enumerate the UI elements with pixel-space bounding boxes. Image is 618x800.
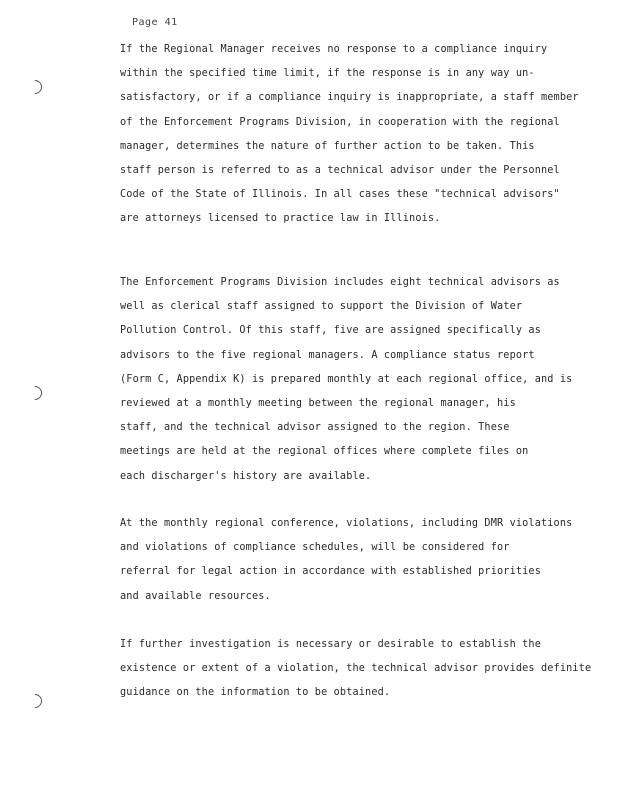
text-line: are attorneys licensed to practice law in Illinois.	[120, 213, 441, 225]
text-line: within the specified time limit, if the response is in any way un-	[120, 68, 535, 80]
text-line: guidance on the information to be obtained.	[120, 687, 391, 699]
paragraph-enforcement-division-staff	[120, 271, 590, 489]
text-line: and available resources.	[120, 590, 271, 602]
binder-hole-mark-top	[25, 77, 45, 97]
binder-hole-mark-bottom	[25, 691, 45, 711]
text-line: At the monthly regional conference, violations, including DMR violations	[120, 518, 573, 529]
binder-hole-mark-middle	[25, 383, 45, 403]
text-line: meetings are held at the regional offices where complete files on	[120, 446, 529, 458]
text-line: satisfactory, or if a compliance inquiry is inappropriate, a staff member	[120, 92, 579, 104]
text-line: each discharger's history are available.	[120, 470, 372, 482]
text-line: The Enforcement Programs Division includes eight technical advisors as	[120, 277, 560, 288]
text-line: of the Enforcement Programs Division, in cooperation with the regional	[120, 116, 560, 128]
text-line: staff person is referred to as a technical advisor under the Personnel	[120, 165, 560, 177]
page-number: Page 41	[132, 17, 178, 28]
text-line: manager, determines the nature of further action to be taken. This	[120, 140, 535, 152]
text-line: referral for legal action in accordance with established priorities	[120, 566, 541, 578]
text-line: Pollution Control. Of this staff, five are assigned specifically as	[120, 325, 541, 337]
text-line: existence or extent of a violation, the technical advisor provides definite	[120, 663, 592, 675]
paragraph-regional-manager-action	[120, 38, 590, 232]
text-line: and violations of compliance schedules, will be considered for	[120, 542, 510, 554]
text-line: Code of the State of Illinois. In all cases these "technical advisors"	[120, 189, 560, 201]
text-line: reviewed at a monthly meeting between the regional manager, his	[120, 398, 516, 410]
paragraph-further-investigation	[120, 633, 590, 706]
text-line: If further investigation is necessary or desirable to establish the	[120, 639, 541, 650]
text-line: (Form C, Appendix K) is prepared monthly at each regional office, and is	[120, 373, 573, 385]
text-line: well as clerical staff assigned to support the Division of Water	[120, 301, 523, 313]
text-line: staff, and the technical advisor assigned to the region. These	[120, 422, 510, 434]
paragraph-monthly-conference	[120, 512, 590, 609]
text-line: advisors to the five regional managers. A compliance status report	[120, 349, 535, 361]
text-line: If the Regional Manager receives no response to a compliance inquiry	[120, 44, 548, 55]
